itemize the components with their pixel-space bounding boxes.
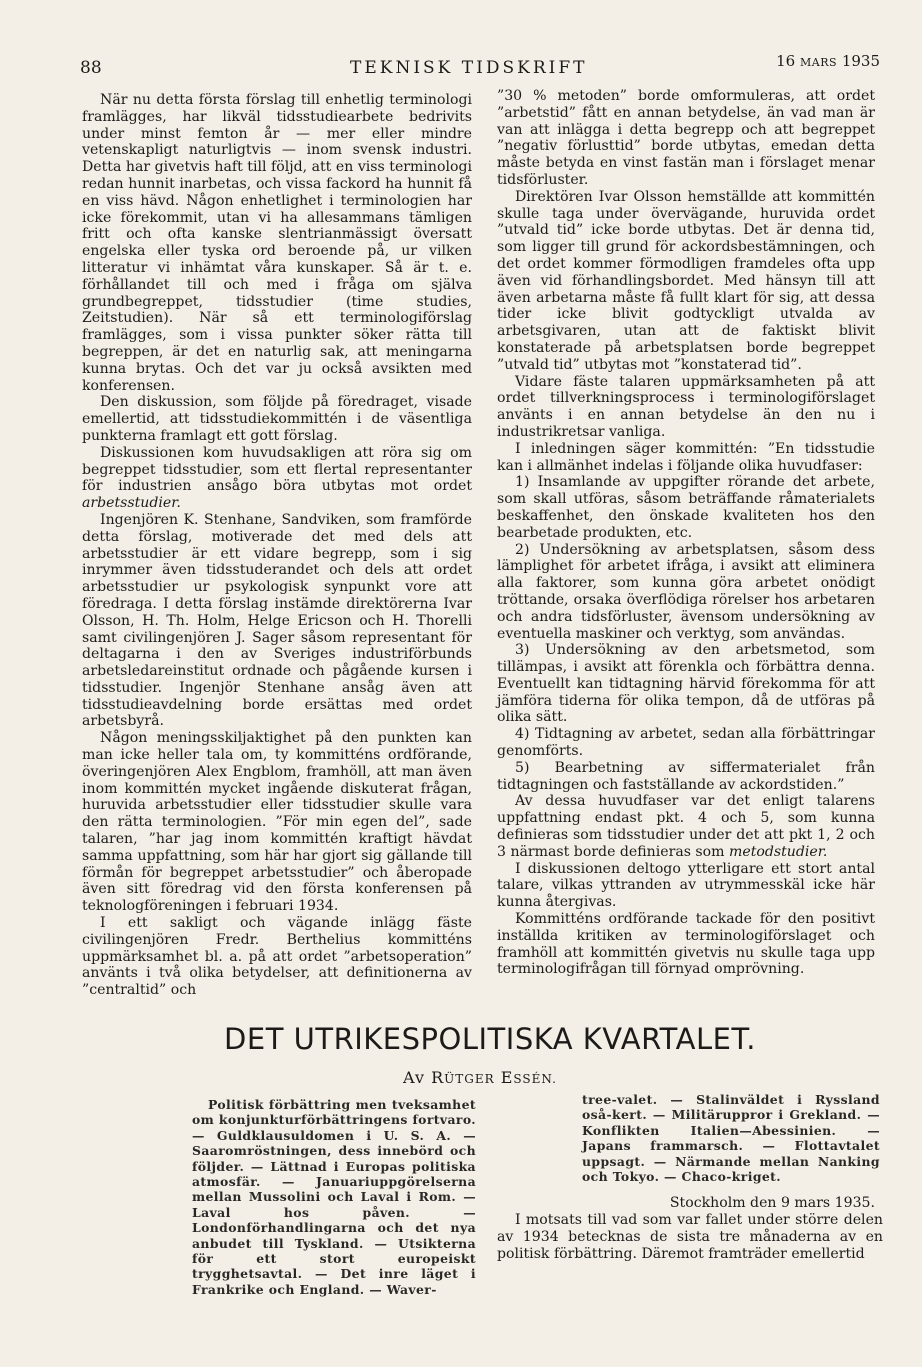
paragraph: I diskussionen deltogo ytterligare ett stort antal talare, vilkas yttranden av utrymmesskäl icke här kunna återgivas. [497,860,875,911]
issue-date [776,52,880,70]
italic-term: metodstudier. [729,843,828,860]
paragraph: Den diskussion, som följde på föredraget, visade emellertid, att tidsstudiekommittén i de väsentliga punkterna framlagt ett gott förslag. [82,394,472,444]
paragraph: Ingenjören K. Stenhane, Sandviken, som framförde detta förslag, motiverade det med dels att arbetsstudier är ett vidare begrepp, som i sig inrymmer även tidsstuderandet och dels att ordet arbetsstudier ur psykologisk synpunkt vore att föredraga. I detta förslag instämde direktörerna Ivar Olsson, H. Th. Holm, Helge Ericson och H. Thorelli samt civilingenjören J. Sager såsom representant för deltagarna i den av Sveriges industriförbunds arbetsledareinstitut ordnade och pågående kursen i tidsstudier. Ingenjör Stenhane ansåg även att tidsstudieavdelning borde ersättas med ordet arbetsbyrå. [82,511,472,730]
article-title: DET UTRIKESPOLITISKA KVARTALET. [224,1022,756,1056]
paragraph: Diskussionen kom huvudsakligen att röra sig om begreppet tidsstudier, som ett flertal representanter för industrien ansågo böra utbytas mot ordet arbetsstudier. [82,444,472,512]
page-number: 88 [80,58,102,78]
list-item: 4) Tidtagning av arbetet, sedan alla förbättringar genomförts. [497,726,875,760]
dateline: Stockholm den 9 mars 1935. [669,1195,875,1211]
issue-year: 1935 [841,52,880,70]
page-header [80,48,880,82]
paragraph: Någon meningsskiljaktighet på den punkten kan man icke heller tala om, ty kommitténs ordförande, överingenjören Alex Engblom, framhöll, att man även inom kommittén mycket ingående diskuterat frågan, huruvida arbetsstudier eller tidsstudier skulle vara den rätta terminologien. ”För min egen del”, sade talaren, ”har jag inom kommittén kraftigt hävdat samma uppfattning, som här har gjort sig gällande till förmån för begreppet arbetsstudier” och åberopade även sitt föredrag vid den första konferensen på teknologföreningen i februari 1934. [82,730,472,915]
article-summary-left: Politisk förbättring men tveksamhet om konjunkturförbättringens fortvaro. — Guldklausuldomen i U. S. A. — Saaromröstningen, dess innebörd och följder. — Lättnad i Europas politiska atmosfär. — Januariuppgörelserna mellan Mussolini och Laval i Rom. — Laval hos påven. — Londonförhandlingarna och det nya anbudet till Tyskland. — Utsikterna för ett stort europeiskt trygghetsavtal. — Det inre läget i Frankrike och England. — Waver- [192,1097,477,1297]
article-summary-right: tree-valet. — Stalinväldet i Ryssland oså-kert. — Militäruppror i Grekland. — Konflikten Italien—Abessinien. — Japans frammarsch. — Flottavtalet uppsagt. — Närmande mellan Nanking och Tokyo. — Chaco-kriget. [582,1092,880,1185]
list-item: 3) Undersökning av den arbetsmetod, som tillämpas, i avsikt att förenkla och förbättra denna. Eventuellt kan tidtagning härvid förekomma för att jämföra tiderna för olika tempon, då de utföras på olika sätt. [497,642,875,726]
paragraph: Vidare fäste talaren uppmärksamheten på att ordet tillverkningsprocess i terminologiförslaget använts i en annan betydelse än den nu i industrikretsar vanliga. [497,373,875,440]
paragraph: I ett sakligt och vägande inlägg fäste civilingenjören Fredr. Berthelius kommitténs uppmärksamhet bl. a. på att ordet ”arbetsoperation” använts i två olika betydelser, att definitionerna av ”centraltid” och [82,915,472,999]
paragraph: Kommitténs ordförande tackade för den positivt inställda kritiken av terminologiförslaget och framhöll att kommittén givetvis nu skulle taga upp terminologifrågan till förnyad omprövning. [497,911,875,978]
list-item: 2) Undersökning av arbetsplatsen, såsom dess lämplighet för arbetet ifråga, i avsikt att eliminera alla faktorer, som kunna göra arbetet onödigt tröttande, orsaka överflödiga rörelser hos arbetaren och andra tidsförluster, ävensom undersökning av eventuella maskiner och verktyg, som användas. [497,541,875,642]
italic-term: arbetsstudier. [82,495,181,512]
issue-day: 16 [776,52,796,70]
article-body [497,1195,883,1263]
list-item: 5) Bearbetning av siffermaterialet från tidtagningen och fastställande av ackordstiden.” [497,759,875,793]
paragraph: När nu detta första förslag till enhetlig terminologi framlägges, har likväl tidsstudiearbete bedrivits under minst femton år — mer eller mindre vetenskapligt naturligtvis — inom svensk industri. Detta har givetvis haft till följd, att en viss terminologi redan hunnit inarbetas, och vissa fackord ha hunnit få en viss hävd. Någon enhetlighet i terminologien har icke förekommit, utan vi ha allesammans tämligen fritt och ofta kanske slentrianmässigt översatt engelska eller tyska ord beroende på, ur vilken litteratur vi inhämtat våra kunskaper. Så är t. e. förhållandet till och med i fråga om själva grundbegreppet, tidsstudier (time studies, Zeitstudien). När så ett terminologiförslag framlägges, som i vissa punkter söker rätta till begreppen, är det en naturlig sak, att meningarna kunna brytas. Och det var ju också avsikten med konferensen. [82,92,472,394]
paragraph: Direktören Ivar Olsson hemställde att kommittén skulle taga under övervägande, huruvida ordet ”utvald tid” icke borde utbytas. Det är denna tid, som ligger till grund för ackordsbestämningen, och det ordet kommer förmodligen framdeles ofta upp även vid förhandlingsbordet. Med hänsyn till att även arbetarna måste få fullt klart för sig, att dessa tider icke blivit godtyckligt utvalda av arbetsgivaren, utan att de faktiskt blivit konstaterade på arbetsplatsen borde begreppet ”utvald tid” utbytas mot ”konstaterad tid”. [497,188,875,373]
paragraph: I inledningen säger kommittén: ”En tidsstudie kan i allmänhet indelas i följande olika huvudfaser: [497,440,875,474]
left-column [82,92,472,999]
paragraph: Av dessa huvudfaser var det enligt talarens uppfattning endast pkt. 4 och 5, som kunna definieras som tidsstudier under det att pkt 1, 2 och 3 närmast borde definieras som metodstudier. [497,793,875,860]
list-item: 1) Insamlande av uppgifter rörande det arbete, som skall utföras, såsom beträffande råmaterialets beskaffenhet, den önskade kvaliteten hos den bearbetade produkten, etc. [497,474,875,541]
right-column [497,88,875,978]
paragraph: I motsats till vad som var fallet under större delen av 1934 betecknas de sista tre månaderna av en politisk förbättring. Däremot framträder emellertid [497,1212,883,1262]
issue-month: MARS [800,56,838,69]
journal-title: TEKNISK TIDSKRIFT [350,58,588,78]
article-author: Av RÜTGER ESSÉN. [403,1068,557,1087]
paragraph: ”30 % metoden” borde omformuleras, att ordet ”arbetstid” fått en annan betydelse, än vad man är van att inlägga i detta begrepp och att begreppet ”negativ förlusttid” borde utbytas, emedan detta måste betyda en vinst fastän man i förslaget menar tidsförluster. [497,88,875,188]
